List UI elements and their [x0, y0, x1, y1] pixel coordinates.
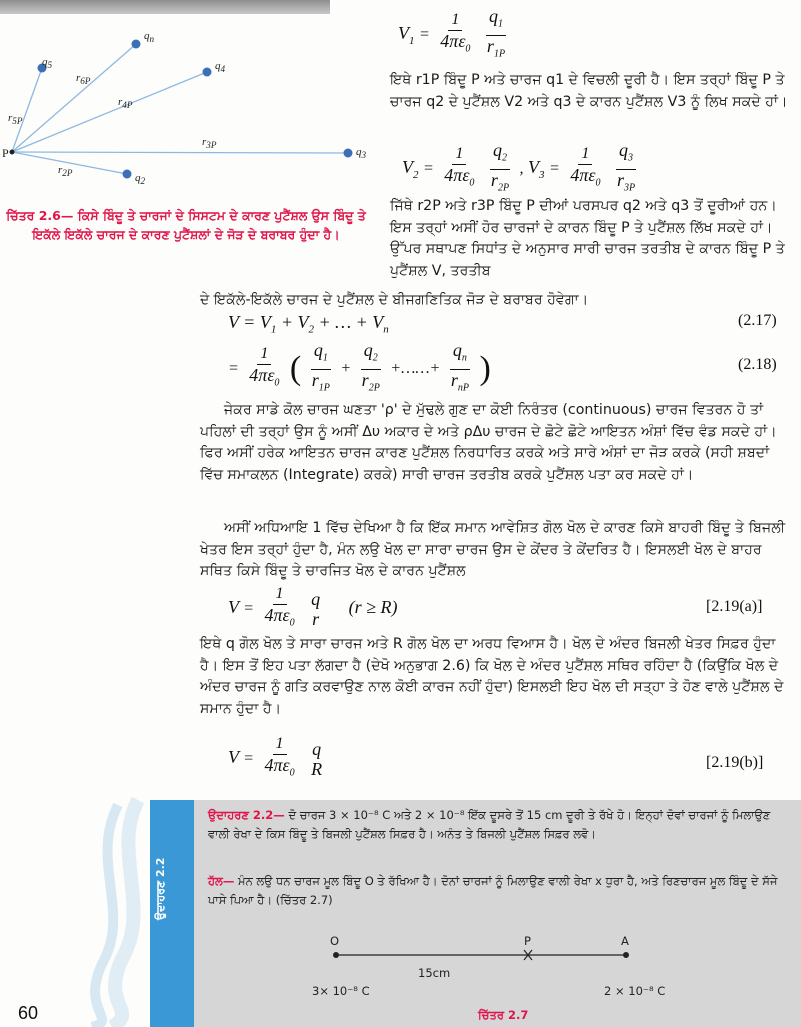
figure-2-6 — [0, 14, 380, 194]
label-r5p: $r_{5P}$ — [8, 112, 23, 127]
label-p: P — [2, 146, 9, 160]
example-question: ਉਦਾਹਰਣ 2.2— ਦੋ ਚਾਰਜ 3 × 10⁻⁸ C ਅਤੇ 2 × 10⁻⁸ ਇੱਕ ਦੂਸਰੇ ਤੋਂ 15 cm ਦੂਰੀ ਤੇ ਰੱਖੇ ਹੋ। ਇਨ੍ਹਾਂ ਦੋਵਾਂ ਚਾਰਜਾਂ ਨੂੰ ਮਿਲਾਉਣ ਵਾਲੀ ਰੇਖਾ ਦੇ ਕਿਸ ਬਿੰਦੂ ਤੇ ਬਿਜਲੀ ਪੁਟੈਂਸ਼ਲ ਸਿਫ਼ਰ ਹੈ। ਅਨੰਤ ਤੇ ਬਿਜਲੀ ਪੁਟੈਂਸ਼ਲ ਸਿਫ਼ਰ ਲਵੋ। — [208, 808, 771, 841]
charge-qn-node — [132, 40, 141, 49]
figure-2-7 — [210, 930, 801, 1000]
label-q4: $q_4$ — [215, 60, 226, 75]
paragraph-2: ਜਿੱਥੇ r2P ਅਤੇ r3P ਬਿੰਦੂ P ਦੀਆਂ ਪਰਸਪਰ q2 ਅਤੇ q3 ਤੋਂ ਦੂਰੀਆਂ ਹਨ। ਇਸ ਤਰ੍ਹਾਂ ਅਸੀਂ ਹੋਰ ਚਾਰਜਾਂ ਦੇ ਕਾਰਨ ਬਿੰਦੂ P ਤੇ ਪੁਟੈਂਸ਼ਲ ਲਿੱਖ ਸਕਦੇ ਹਾਂ। ਉੱਪਰ ਸਥਾਪਣ ਸਿਧਾਂਤ ਦੇ ਅਨੁਸਾਰ ਸਾਰੀ ਚਾਰਜ ਤਰਤੀਬ ਦੇ ਕਾਰਨ ਬਿੰਦੂ P ਤੇ ਪੁਟੈਂਸ਼ਲ V, ਤਰਤੀਬ — [390, 198, 785, 279]
equation-number-2-17: (2.17) — [738, 312, 777, 329]
fig27-charge-left: 3× 10⁻⁸ C — [312, 984, 370, 998]
equation-number-2-18: (2.18) — [738, 356, 777, 373]
page-number: 60 — [18, 1003, 39, 1023]
paragraph-3: ਜੇਕਰ ਸਾਡੇ ਕੋਲ ਚਾਰਜ ਘਣਤਾ 'ρ' ਦੇ ਮੁੱਢਲੇ ਗੁਣ ਦਾ ਕੋਈ ਨਿਰੰਤਰ (continuous) ਚਾਰਜ ਵਿਤਰਨ ਹੋ ਤਾਂ ਪਹਿਲਾਂ ਦੀ ਤਰ੍ਹਾਂ ਉਸ ਨੂੰ ਅਸੀਂ Δυ ਅਕਾਰ ਦੇ ਅਤੇ ρΔυ ਚਾਰਜ ਦੇ ਛੋਟੇ ਛੋਟੇ ਆਇਤਨ ਅੰਸ਼ਾਂ ਵਿੱਚ ਵੰਡ ਸਕਦੇ ਹਾਂ। ਫਿਰ ਅਸੀਂ ਹਰੇਕ ਆਇਤਨ ਚਾਰਜ ਕਾਰਣ ਪੁਟੈਂਸ਼ਲ ਨਿਰਧਾਰਿਤ ਕਰਕੇ ਅਤੇ ਸਾਰੇ ਅੰਸ਼ਾਂ ਦਾ ਜੋੜ ਕਰਕੇ (ਸਹੀ ਸ਼ਬਦਾਂ ਵਿੱਚ ਸਮਾਕਲਨ (Integrate) ਕਰਕੇ) ਸਾਰੀ ਚਾਰਜ ਤਰਤੀਬ ਕਰਕੇ ਪੁਟੈਂਸ਼ਲ ਪਤਾ ਕਰ ਸਕਦੇ ਹਾਂ। — [200, 402, 777, 483]
equation-2-19a: V = $\frac{1}{4\pi\varepsilon_0}$ q r (r ≥ R) — [228, 585, 398, 629]
equation-v1: $V_1$ = $\frac{1}{4\pi\varepsilon_0}$ $\frac{q_1}{r_{1P}}$ — [398, 6, 506, 60]
fig27-distance: 15cm — [418, 966, 451, 980]
paragraph-2b: ਦੇ ਇਕੱਲੇ-ਇਕੱਲੇ ਚਾਰਜ ਦੇ ਪੁਟੈਂਸ਼ਲ ਦੇ ਬੀਜਗਣਿਤਿਕ ਜੋੜ ਦੇ ਬਰਾਬਰ ਹੋਵੇਗਾ। — [200, 292, 589, 308]
label-q5: $q_5$ — [42, 56, 53, 71]
example-side-tab: ਉਦਾਹਰਣ 2.2 — [150, 800, 194, 1027]
label-r3p: $r_{3P}$ — [202, 136, 217, 151]
equation-number-2-19a: [2.19(a)] — [706, 598, 763, 615]
fig27-charge-right: 2 × 10⁻⁸ C — [604, 984, 666, 998]
equation-2-17: $V = V_1 + V_2$ + … + $V_n$ — [228, 312, 389, 336]
paragraph-1: ਇਥੇ r1P ਬਿੰਦੂ P ਅਤੇ ਚਾਰਜ q1 ਦੇ ਵਿਚਲੀ ਦੂਰੀ ਹੈ। ਇਸ ਤਰ੍ਹਾਂ ਬਿੰਦੂ P ਤੇ ਚਾਰਜ q2 ਦੇ ਪੁਟੈਂਸ਼ਲ V2 ਅਤੇ q3 ਦੇ ਕਾਰਨ ਪੁਟੈਂਸ਼ਲ V3 ਨੂੰ ਲਿਖ ਸਕਦੇ ਹਾਂ। — [390, 72, 788, 110]
label-r2p: $r_{2P}$ — [58, 164, 73, 179]
fig27-label-o: O — [330, 934, 340, 948]
label-q2: $q_2$ — [135, 172, 146, 187]
point-p-node — [10, 150, 15, 155]
header-strip — [0, 0, 330, 14]
charge-q4-node — [203, 68, 212, 77]
paragraph-4: ਅਸੀਂ ਅਧਿਆਇ 1 ਵਿੱਚ ਦੇਖਿਆ ਹੈ ਕਿ ਇੱਕ ਸਮਾਨ ਆਵੇਸ਼ਿਤ ਗੋਲ ਖੋਲ ਦੇ ਕਾਰਣ ਕਿਸੇ ਬਾਹਰੀ ਬਿੰਦੂ ਤੇ ਬਿਜਲੀ ਖੇਤਰ ਇਸ ਤਰ੍ਹਾਂ ਹੁੰਦਾ ਹੈ, ਮੰਨ ਲਉ ਖੋਲ ਦਾ ਸਾਰਾ ਚਾਰਜ ਉਸ ਦੇ ਕੇਂਦਰ ਤੇ ਕੇਂਦਰਿਤ ਹੈ। ਇਸਲਈ ਖੋਲ ਦੇ ਬਾਹਰ ਸਥਿਤ ਕਿਸੇ ਬਿੰਦੂ ਤੇ ਚਾਰਜਿਤ ਖੋਲ ਦੇ ਕਾਰਨ ਪੁਟੈਂਸ਼ਲ — [200, 520, 786, 579]
example-solution: ਹੱਲ— ਮੰਨ ਲਉ ਧਨ ਚਾਰਜ ਮੂਲ ਬਿੰਦੂ O ਤੇ ਰੱਖਿਆ ਹੈ। ਦੋਨਾਂ ਚਾਰਜਾਂ ਨੂੰ ਮਿਲਾਉਣ ਵਾਲੀ ਰੇਖਾ x ਧੁਰਾ ਹੈ, ਅਤੇ ਰਿਣਚਾਰਜ ਮੂਲ ਬਿੰਦੂ ਦੇ ਸੱਜੇ ਪਾਸੇ ਪਿਆ ਹੈ। (ਚਿੱਤਰ 2.7) — [208, 874, 778, 907]
charge-q3-node — [344, 149, 353, 158]
equation-v2-v3: $V_2$ = $\frac{1}{4\pi\varepsilon_0}$ $\frac{q_2}{r_{2P}}$ , $V_3$ = $\frac{1}{4\pi\varepsilon_0}$ $\frac{q_3}{r_{3P}}$ — [402, 140, 636, 194]
label-q3: $q_3$ — [356, 146, 367, 161]
label-r6p: $r_{6P}$ — [76, 72, 91, 87]
equation-number-2-19b: [2.19(b)] — [706, 754, 764, 771]
figure-caption: ਚਿੱਤਰ 2.6— ਕਿਸੇ ਬਿੰਦੂ ਤੇ ਚਾਰਜਾਂ ਦੇ ਸਿਸਟਮ ਦੇ ਕਾਰਣ ਪੁਟੈਂਸ਼ਲ ਉਸ ਬਿੰਦੂ ਤੇ ਇਕੱਲੇ ਇਕੱਲੇ ਚਾਰਜ ਦੇ ਕਾਰਣ ਪੁਟੈਂਸ਼ਲਾਂ ਦੇ ਜੋੜ ਦੇ ਬਰਾਬਰ ਹੁੰਦਾ ਹੈ। — [6, 208, 366, 242]
example-title: ਉਦਾਹਰਣ 2.2— — [208, 808, 285, 822]
label-qn: $q_n$ — [144, 30, 155, 45]
fig27-label-a: A — [621, 934, 629, 948]
equation-2-19b: V = $\frac{1}{4\pi\varepsilon_0}$ q R — [228, 735, 323, 779]
fig27-caption: ਚਿੱਤਰ 2.7 — [478, 1008, 529, 1022]
charge-q2-node — [123, 170, 132, 179]
fig27-label-p: P — [524, 934, 531, 948]
solution-label: ਹੱਲ— — [208, 874, 235, 888]
equation-2-18: = $\frac{1}{4\pi\varepsilon_0}$ ( $\frac{q_1}{r_{1P}}$ + $\frac{q_2}{r_{2P}}$ +……+ $\frac{q_n}{r_{nP}}$ ) — [228, 340, 491, 394]
label-r4p: $r_{4P}$ — [118, 96, 133, 111]
paragraph-5: ਇਥੇ q ਗੋਲ ਖੋਲ ਤੇ ਸਾਰਾ ਚਾਰਜ ਅਤੇ R ਗੋਲ ਖੋਲ ਦਾ ਅਰਧ ਵਿਆਸ ਹੈ। ਖੋਲ ਦੇ ਅੰਦਰ ਬਿਜਲੀ ਖੇਤਰ ਸਿਫ਼ਰ ਹੁੰਦਾ ਹੈ। ਇਸ ਤੋਂ ਇਹ ਪਤਾ ਲੱਗਦਾ ਹੈ (ਦੇਖੋ ਅਨੁਭਾਗ 2.6) ਕਿ ਖੋਲ ਦੇ ਅੰਦਰ ਪੁਟੈਂਸ਼ਲ ਸਥਿਰ ਰਹਿੰਦਾ ਹੈ (ਕਿਉਂਕਿ ਖੋਲ ਦੇ ਅੰਦਰ ਚਾਰਜ ਨੂੰ ਗਤਿ ਕਰਵਾਉਣ ਨਾਲ ਕੋਈ ਕਾਰਜ ਨਹੀਂ ਹੁੰਦਾ) ਇਸਲਈ ਇਹ ਖੋਲ ਦੀ ਸਤ੍ਹਾ ਤੇ ਹੋਣ ਵਾਲੇ ਪੁਟੈਂਸ਼ਲ ਦੇ ਸਮਾਨ ਹੁੰਦਾ ਹੈ। — [200, 636, 784, 717]
